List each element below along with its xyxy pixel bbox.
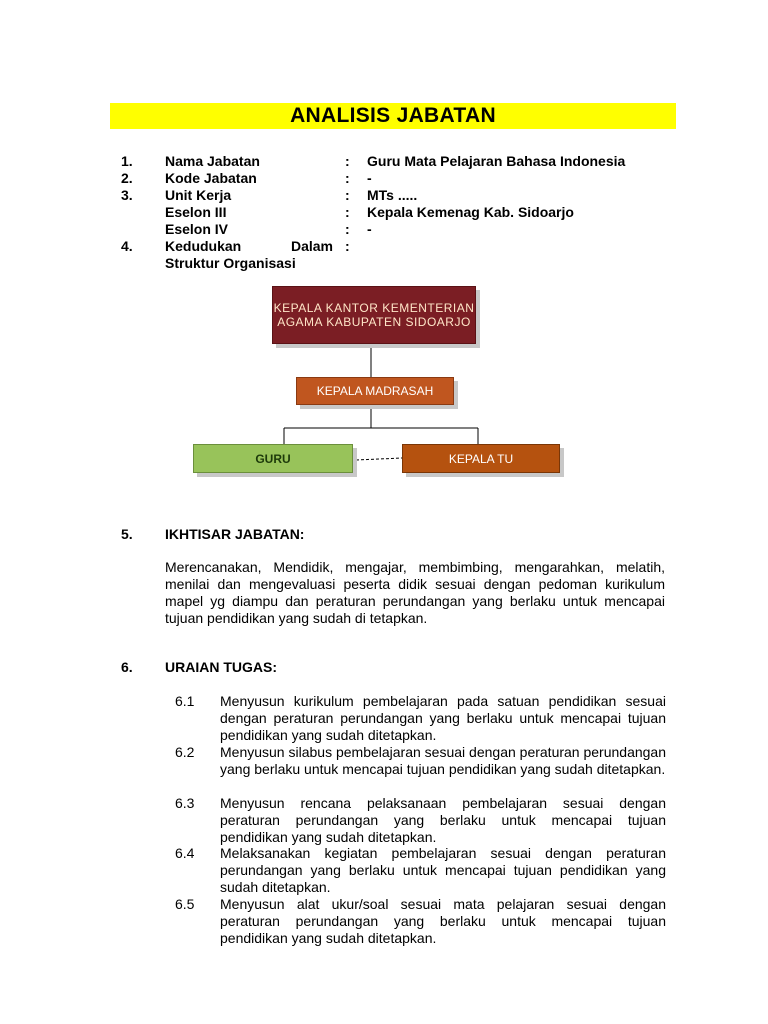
info-value: Kepala Kemenag Kab. Sidoarjo [367,204,574,220]
task-text: Menyusun rencana pelaksanaan pembelajaran sesuai dengan peraturan perundangan yang berlaku untuk mencapai tujuan pendidikan yang sudah ditetapkan. [220,795,666,845]
task-text: Menyusun silabus pembelajaran sesuai dengan peraturan perundangan yang berlaku untuk mencapai tujuan pendidikan yang sudah ditetapkan. [220,744,666,777]
info-value: Guru Mata Pelajaran Bahasa Indonesia [367,153,626,169]
info-label-part: Dalam [290,238,333,254]
section-number: 5. [121,526,133,542]
task-number: 6.4 [175,845,195,861]
info-colon: : [345,153,350,169]
info-colon: : [345,238,350,254]
info-colon: : [345,170,350,186]
task-text: Melaksanakan kegiatan pembelajaran sesuai dengan peraturan perundangan yang berlaku untuk mencapai tujuan pendidikan yang sudah ditetapkan. [220,845,666,895]
org-box-kepala-tu: KEPALA TU [402,444,560,473]
section-5-heading [0,526,768,543]
task-number: 6.5 [175,896,195,912]
org-box-guru: GURU [193,444,353,473]
org-box-kepala-kantor: KEPALA KANTOR KEMENTERIAN AGAMA KABUPATEN SIDOARJO [272,286,476,344]
info-label: Nama Jabatan [165,153,260,169]
info-colon: : [345,187,350,203]
info-number: 3. [121,187,133,203]
info-label: Kode Jabatan [165,170,257,186]
ikhtisar-paragraph: Merencanakan, Mendidik, mengajar, membimbing, mengarahkan, melatih, menilai dan mengevaluasi peserta didik sesuai dengan pedoman kurikulum mapel yg diampu dan peraturan perundangan yang berlaku untuk mencapai tujuan pendidikan yang sudah di tetapkan. [165,559,665,626]
section-number: 6. [121,659,133,675]
info-label: Struktur Organisasi [165,255,296,271]
task-text: Menyusun alat ukur/soal sesuai mata pelajaran sesuai dengan peraturan perundangan yang berlaku untuk mencapai tujuan pendidikan yang sudah ditetapkan. [220,896,666,946]
info-label: Eselon IV [165,221,229,237]
info-colon: : [345,221,350,237]
section-title: URAIAN TUGAS: [165,659,277,675]
info-number: 4. [121,238,133,254]
info-label: Unit Kerja [165,187,232,203]
task-text: Menyusun kurikulum pembelajaran pada satuan pendidikan sesuai dengan peraturan perundangan yang berlaku untuk mencapai tujuan pendidikan yang sudah ditetapkan. [220,693,666,743]
section-6-heading [0,659,768,676]
info-number: 2. [121,170,133,186]
task-number: 6.1 [175,693,195,709]
info-colon: : [345,204,350,220]
section-title: IKHTISAR JABATAN: [165,526,305,542]
task-number: 6.2 [175,744,195,760]
info-value: - [367,170,372,186]
task-number: 6.3 [175,795,195,811]
info-value: - [367,221,372,237]
info-label-part: Kedudukan [165,238,242,254]
document-title: ANALISIS JABATAN [110,103,676,129]
info-number: 1. [121,153,133,169]
info-value: MTs ..... [367,187,418,203]
org-box-kepala-madrasah: KEPALA MADRASAH [296,377,454,405]
info-label: Eselon III [165,204,227,220]
